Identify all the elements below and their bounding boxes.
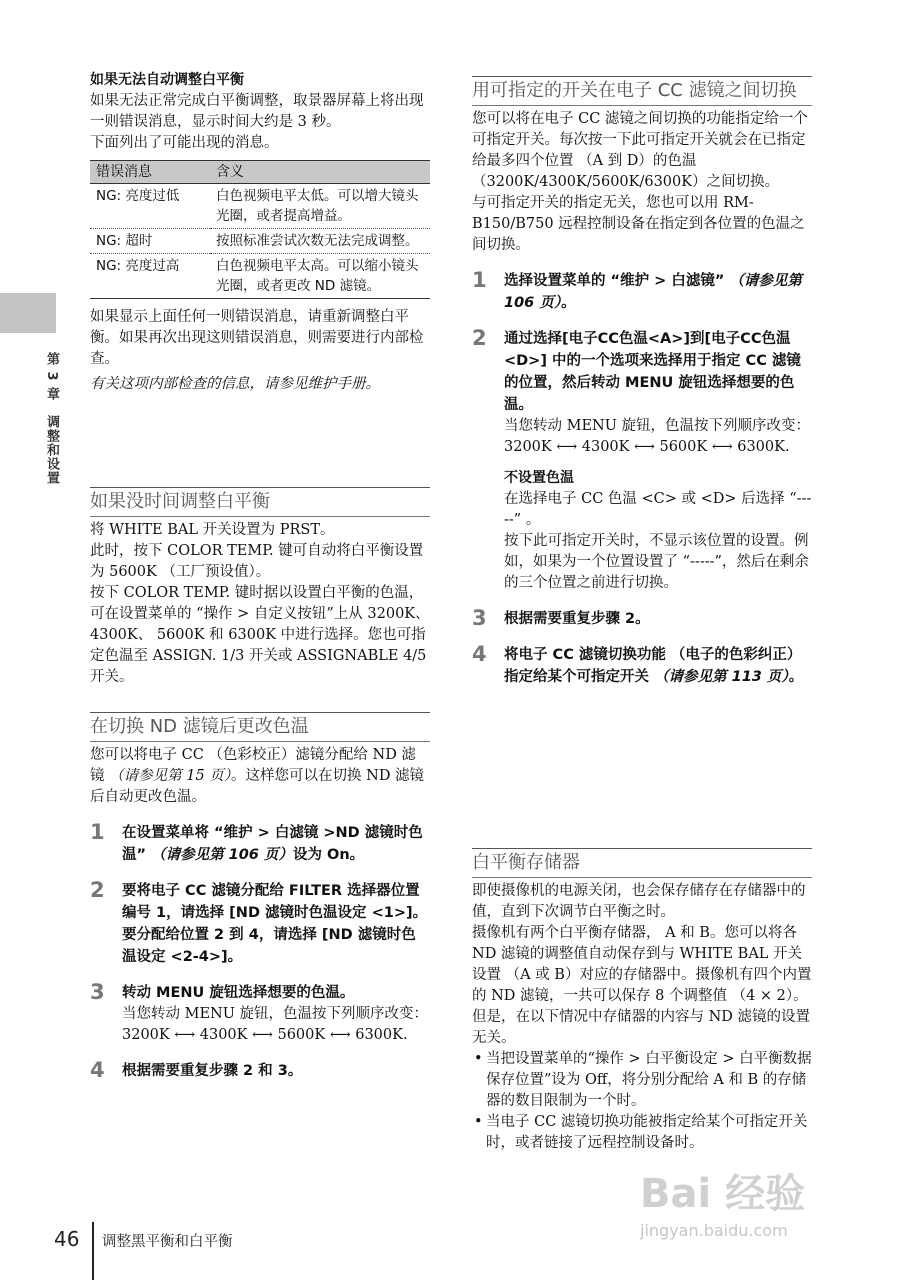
maintenance-note: 有关这项内部检查的信息，请参见维护手册。	[90, 376, 380, 392]
table-cell: 白色视频电平太高。可以缩小镜头光圈，或者更改 ND 滤镜。	[210, 254, 430, 299]
step-detail: 当您转动 MENU 旋钮，色温按下列顺序改变：3200K ⟷ 4300K ⟷ 5600K ⟷ 6300K.	[504, 418, 811, 455]
list-item: • 当电子 CC 滤镜切换功能被指定给某个可指定开关时，或者链接了远程控制设备时。	[472, 1112, 812, 1154]
no-temp-subtitle: 不设置色温	[504, 470, 574, 486]
step-text: 根据需要重复步骤 2 和 3。	[122, 1063, 303, 1079]
paragraph: 如果显示上面任何一则错误消息，请重新调整白平衡。如果再次出现这则错误消息，则需要进行内部检查。	[90, 309, 424, 367]
paragraph: 按下 COLOR TEMP. 键时据以设置白平衡的色温，可在设置菜单的 “操作 > 自定义按钮”上从 3200K、 4300K、 5600K 和 6300K 中进行选择。您也可指定色温至 ASSIGN. 1/3 开关或 ASSIGNABLE 4/5 开关。	[90, 585, 430, 685]
section-title-no-time-wb: 如果没时间调整白平衡	[90, 487, 430, 517]
step-number: 3	[472, 606, 487, 630]
step-4	[472, 644, 812, 688]
step-number: 1	[472, 268, 487, 292]
step-number: 4	[90, 1058, 105, 1082]
table-cell: NG: 亮度过低	[90, 184, 210, 229]
step-text: 在设置菜单将 “维护 > 白滤镜 >ND 滤镜时色温” （请参见第 106 页）设为 On。	[122, 825, 423, 863]
footer-section-title: 调整黑平衡和白平衡	[102, 1234, 233, 1250]
step-text: 通过选择[电子CC色温<A>]到[电子CC色温 <D>] 中的一个选项来选择用于指定 CC 滤镜的位置，然后转动 MENU 旋钮选择想要的色温。	[504, 331, 801, 413]
step-text: 选择设置菜单的 “维护 > 白滤镜” （请参见第 106 页）。	[504, 273, 802, 311]
step-4	[90, 1060, 430, 1082]
section-title-nd-filter-color-temp: 在切换 ND 滤镜后更改色温	[90, 712, 430, 742]
section-title-auto-wb-fail: 如果无法自动调整白平衡	[90, 72, 244, 88]
paragraph: 下面列出了可能出现的消息。	[90, 135, 279, 151]
step-number: 1	[90, 820, 105, 844]
step-detail: 按下此可指定开关时，不显示该位置的设置。例如，如果为一个位置设置了 “-----”，然后在剩余的三个位置之前进行切换。	[504, 533, 809, 591]
step-text: 根据需要重复步骤 2。	[504, 611, 650, 627]
table-row	[90, 229, 430, 254]
table-header: 错误消息	[90, 161, 210, 184]
step-number: 3	[90, 980, 105, 1004]
list-item: • 当把设置菜单的“操作 > 白平衡设定 > 白平衡数据保存位置”设为 Off，将分别分配给 A 和 B 的存储器的数目限制为一个时。	[472, 1049, 812, 1112]
step-number: 4	[472, 642, 487, 666]
watermark-url: jingyan.baidu.com	[640, 1221, 788, 1240]
table-header: 含义	[210, 161, 430, 184]
step-3	[472, 608, 812, 630]
section-title-wb-memory: 白平衡存储器	[472, 848, 812, 878]
watermark-brand: Bai 经验	[640, 1171, 806, 1217]
table-row	[90, 254, 430, 299]
step-text: 转动 MENU 旋钮选择想要的色温。	[122, 985, 355, 1001]
paragraph: 与可指定开关的指定无关，您也可以用 RM-B150/B750 远程控制设备在指定到各位置的色温之间切换。	[472, 195, 805, 253]
paragraph: 即使摄像机的电源关闭，也会保存储存在存储器中的值，直到下次调节白平衡之时。	[472, 883, 806, 920]
step-3	[90, 982, 430, 1046]
table-cell: 按照标准尝试次数无法完成调整。	[210, 229, 430, 254]
paragraph: 您可以将电子 CC （色彩校正）滤镜分配给 ND 滤镜 （请参见第 15 页）。这样您可以在切换 ND 滤镜后自动更改色温。	[90, 747, 425, 805]
table-cell: NG: 亮度过高	[90, 254, 210, 299]
step-text: 将电子 CC 滤镜切换功能 （电子的色彩纠正）指定给某个可指定开关 （请参见第 113 页）。	[504, 647, 804, 685]
step-number: 2	[472, 326, 487, 350]
baidu-watermark	[640, 1162, 870, 1257]
page-reference: （请参见第 15 页）	[109, 768, 232, 784]
page-number: 46	[54, 1227, 80, 1251]
paragraph: 此时，按下 COLOR TEMP. 键可自动将白平衡设置为 5600K （工厂预设值）。	[90, 543, 424, 580]
page-reference: （请参见第 106 页）	[504, 273, 802, 311]
table-cell: NG: 超时	[90, 229, 210, 254]
paragraph: 如果无法正常完成白平衡调整，取景器屏幕上将出现一则错误消息，显示时间大约是 3 秒。	[90, 93, 424, 130]
step-detail: 当您转动 MENU 旋钮，色温按下列顺序改变：3200K ⟷ 4300K ⟷ 5600K ⟷ 6300K.	[122, 1006, 429, 1043]
paragraph: 将 WHITE BAL 开关设置为 PRST。	[90, 522, 335, 538]
step-2	[472, 328, 812, 594]
chapter-side-label: 第 3 章 调整和设置	[44, 352, 59, 486]
table-row	[90, 184, 430, 229]
chapter-tab-marker	[0, 293, 56, 333]
step-text: 要将电子 CC 滤镜分配给 FILTER 选择器位置编号 1，请选择 [ND 滤镜时色温设定 <1>]。要分配给位置 2 到 4，请选择 [ND 滤镜时色温设定 <2-4>]。	[122, 883, 428, 965]
table-cell: 白色视频电平太低。可以增大镜头光圈，或者提高增益。	[210, 184, 430, 229]
footer-divider	[92, 1222, 94, 1280]
step-1	[472, 270, 812, 314]
section-title-assignable-cc-switch: 用可指定的开关在电子 CC 滤镜之间切换	[472, 76, 812, 106]
page-reference: （请参见第 106 页）	[151, 847, 293, 863]
error-message-table	[90, 160, 430, 299]
step-1	[90, 822, 430, 866]
paragraph: 摄像机有两个白平衡存储器， A 和 B。您可以将各 ND 滤镜的调整值自动保存到与 WHITE BAL 开关设置 （A 或 B）对应的存储器中。摄像机有四个内置的 ND 滤镜，一共可以保存 8 个调整值 （4 × 2）。但是，在以下情况中存储器的内容与 ND 滤镜的设置无关。	[472, 925, 812, 1046]
step-2	[90, 880, 430, 968]
page-reference: （请参见第 113 页）	[654, 669, 789, 685]
paragraph: 您可以将在电子 CC 滤镜之间切换的功能指定给一个可指定开关。每次按一下此可指定开关就会在已指定给最多四个位置 （A 到 D）的色温 （3200K/4300K/5600K/6300K）之间切换。	[472, 111, 808, 190]
step-number: 2	[90, 878, 105, 902]
step-detail: 在选择电子 CC 色温 <C> 或 <D> 后选择 “-----” 。	[504, 491, 812, 528]
